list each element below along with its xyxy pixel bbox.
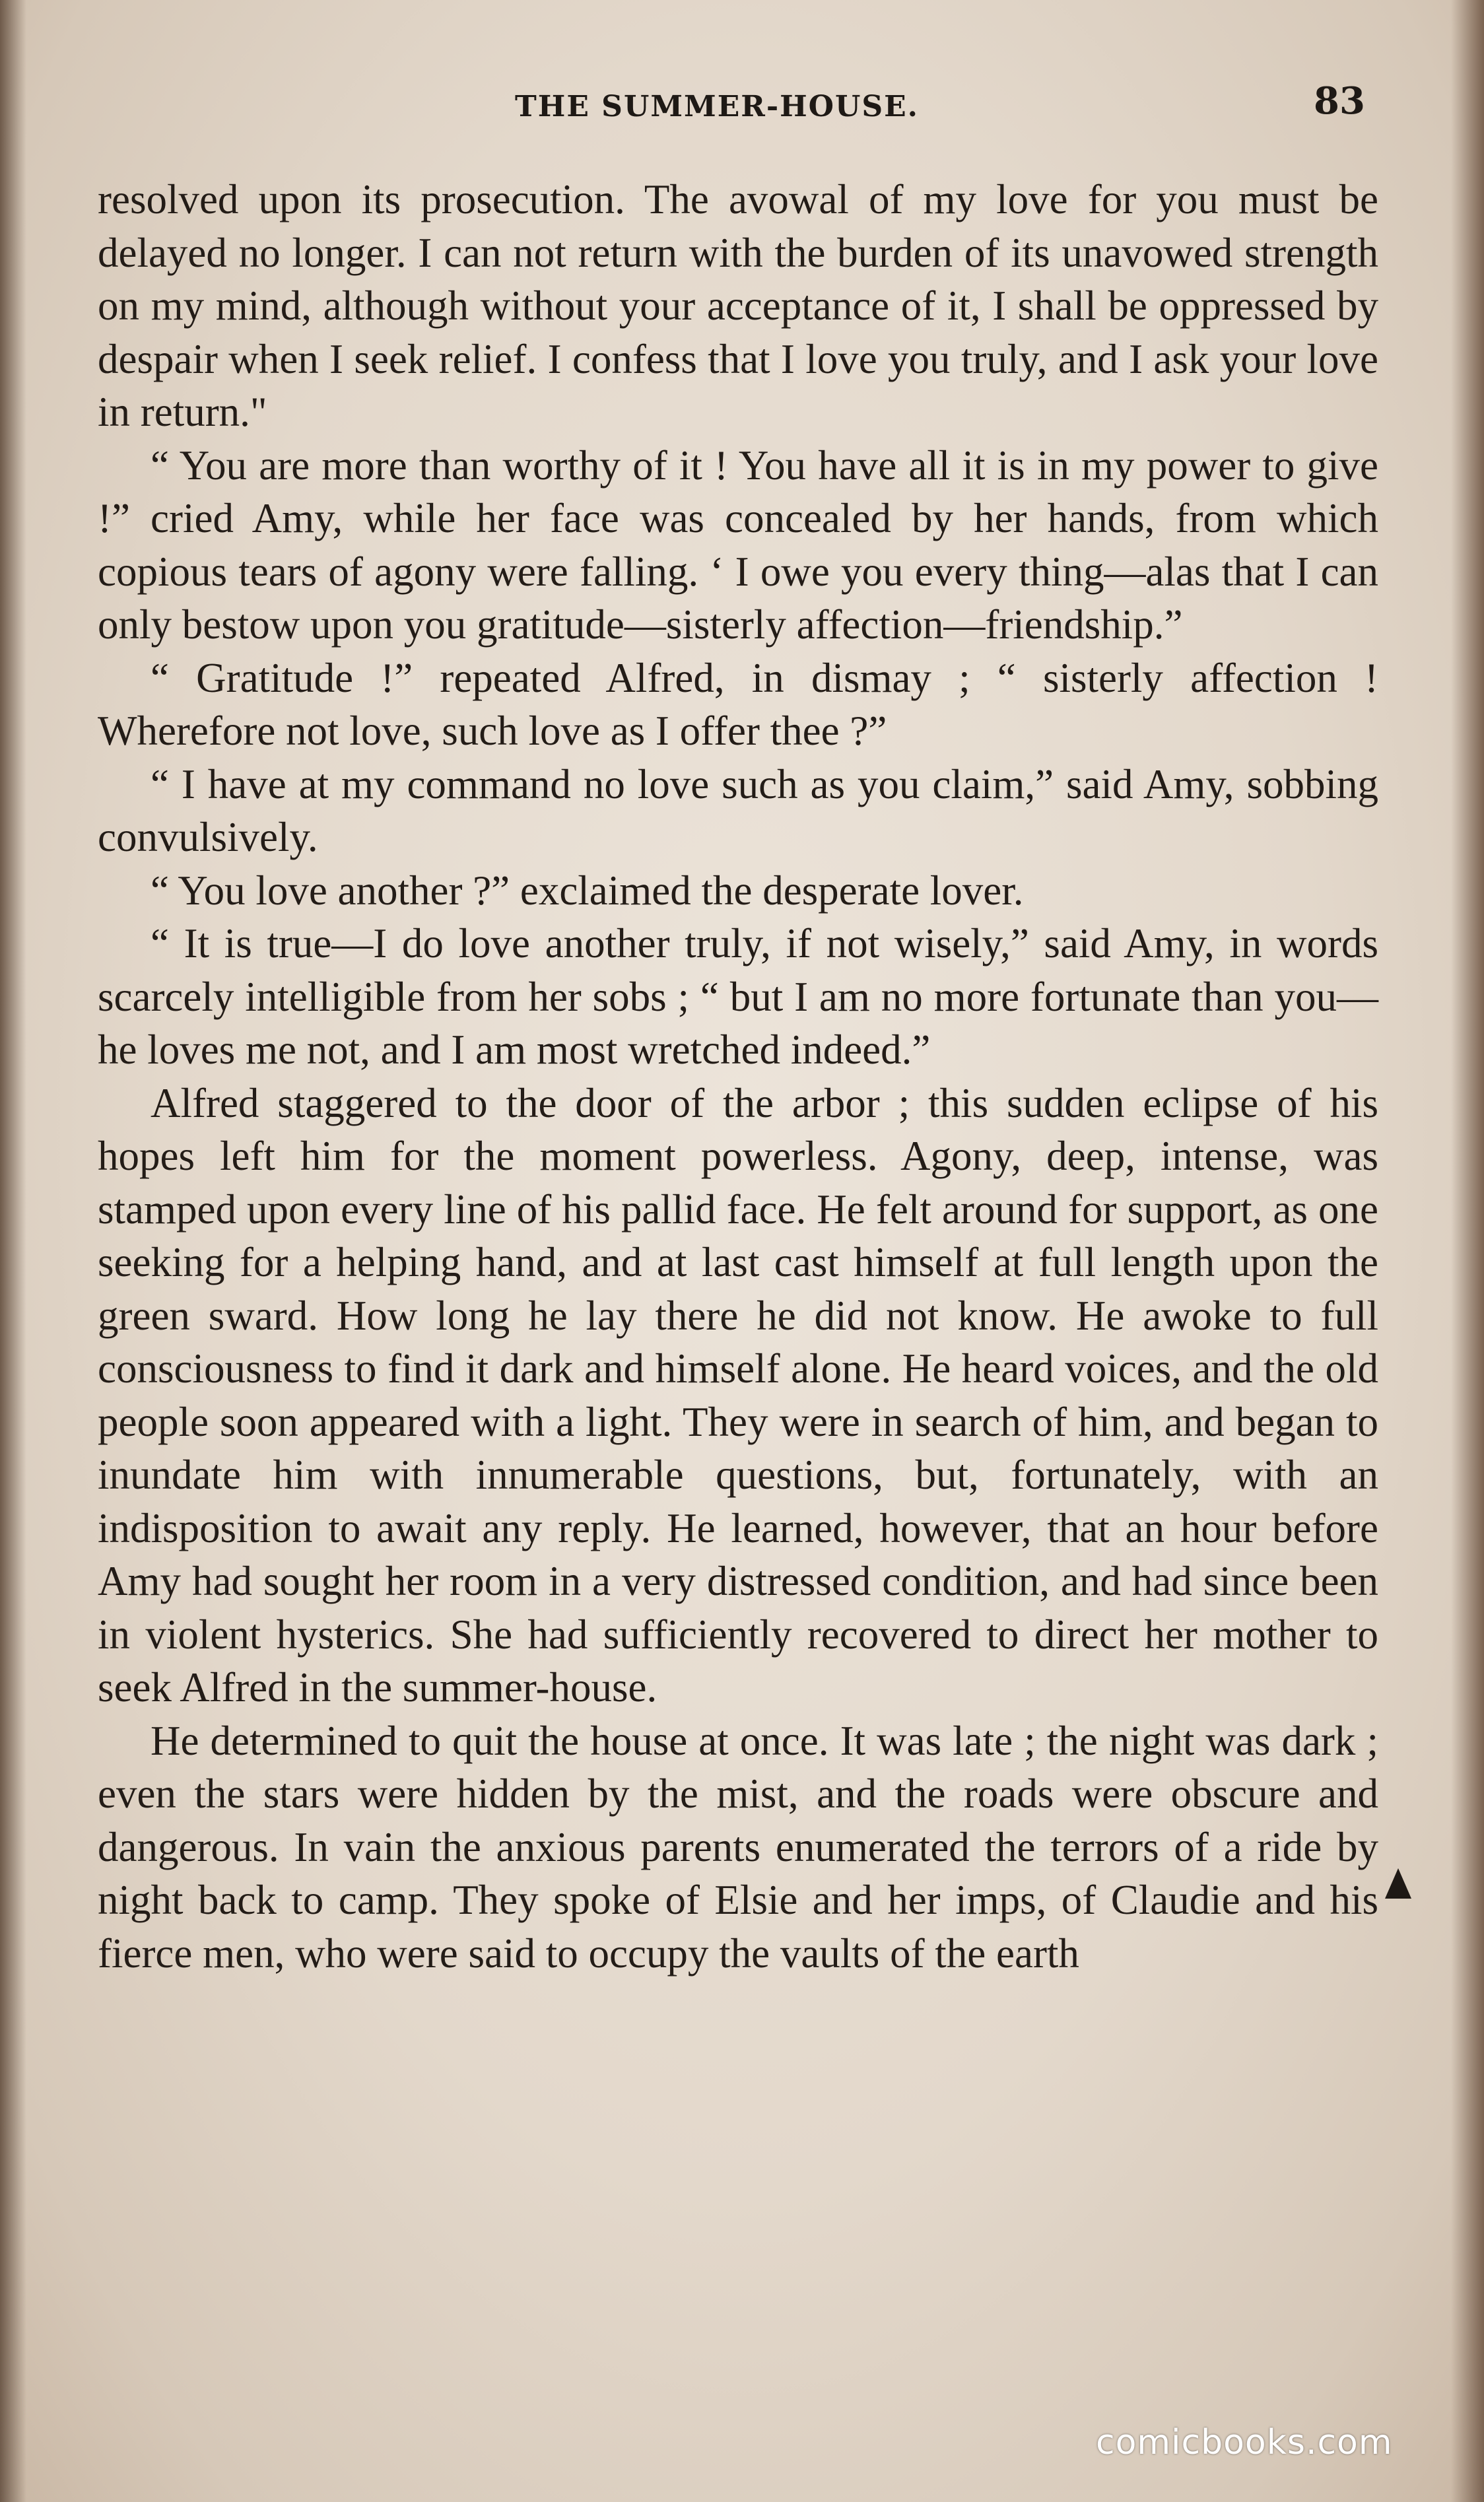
watermark: comicbooks.com: [1096, 2423, 1393, 2462]
page-edge-shadow-right: [1451, 0, 1484, 2502]
paragraph: resolved upon its prosecution. The avowal of my love for you must be delayed no longer. I can not return with the burden of its unavowed strength on my mind, although without your acceptance of it, I shall be oppressed by despair when I seek relief. I confess that I love you truly, and I ask your love in return.": [98, 176, 1378, 435]
body-text: [98, 173, 1378, 1980]
page-number: 83: [1314, 79, 1365, 123]
paragraph: “ I have at my command no love such as you claim,” said Amy, sobbing convulsively.: [98, 761, 1378, 860]
paragraph: “ It is true—I do love another truly, if not wisely,” said Amy, in words scarcely intelligible from her sobs ; “ but I am no more fortunate than you—he loves me not, and I am most wretched indeed.”: [98, 920, 1378, 1073]
ink-mark: [1385, 1868, 1411, 1899]
running-head: [0, 79, 1484, 132]
paragraph: Alfred staggered to the door of the arbor ; this sudden eclipse of his hopes left him for the moment powerless. Agony, deep, intense, was stamped upon every line of his pallid face. He felt around for support, as one seeking for a helping hand, and at last cast himself at full length upon the green sward. How long he lay there he did not know. He awoke to full consciousness to find it dark and himself alone. He heard voices, and the old people soon appeared with a light. They were in search of him, and began to inundate him with innumerable questions, but, fortunately, with an indisposition to await any reply. He learned, however, that an hour before Amy had sought her room in a very distressed condition, and had since been in violent hysterics. She had sufficiently recovered to direct her mother to seek Alfred in the summer-house.: [98, 1079, 1378, 1710]
paragraph: He determined to quit the house at once. It was late ; the night was dark ; even the stars were hidden by the mist, and the roads were obscure and dangerous. In vain the anxious parents enumerated the terrors of a ride by night back to camp. They spoke of Elsie and her imps, of Claudie and his fierce men, who were said to occupy the vaults of the earth: [98, 1717, 1378, 1977]
page-edge-shadow-left: [0, 0, 26, 2502]
running-title: THE SUMMER-HOUSE.: [515, 90, 919, 123]
paragraph: “ You love another ?” exclaimed the desperate lover.: [151, 867, 1024, 914]
paragraph: “ Gratitude !” repeated Alfred, in dismay ; “ sisterly affection ! Wherefore not love, such love as I offer thee ?”: [98, 654, 1378, 754]
paragraph: “ You are more than worthy of it ! You have all it is in my power to give !” cried Amy, while her face was concealed by her hands, from which copious tears of agony were falling. ‘ I owe you every thing—alas that I can only bestow upon you gratitude—sisterly affection—friendship.”: [98, 442, 1378, 648]
